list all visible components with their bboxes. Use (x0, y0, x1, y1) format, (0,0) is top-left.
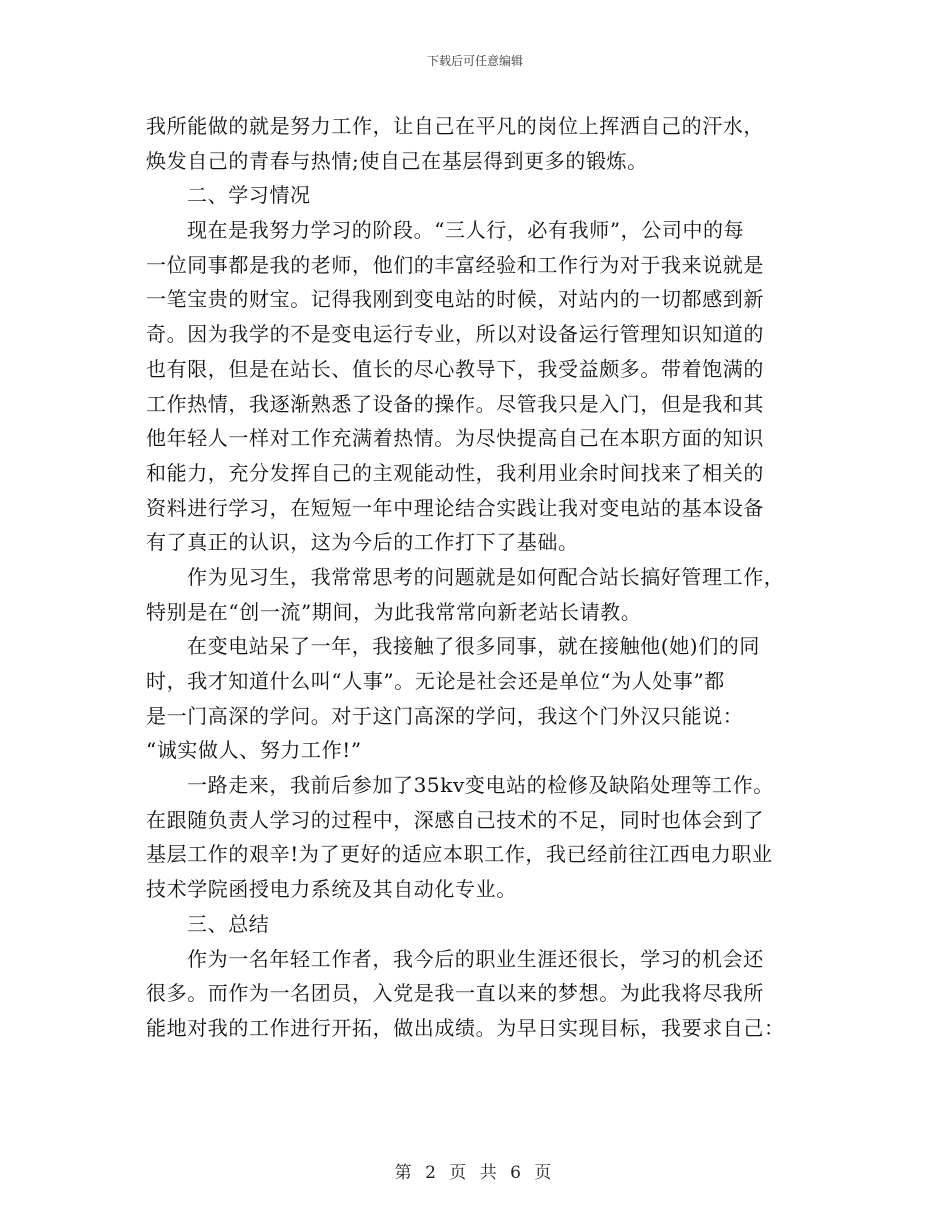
page-number-footer: 第 2 页 共 6 页 (394, 1163, 556, 1183)
text-line-19: “诚实做人、努力工作!” (146, 738, 362, 763)
page-header: 下载后可任意编辑 (426, 54, 523, 68)
document-body (146, 109, 806, 1046)
text-line-2: 焕发自己的青春与热情;使自己在基层得到更多的锻炼。 (146, 148, 648, 173)
text-line-10: 他年轻人一样对工作充满着热情。为尽快提高自己在本职方面的知识 (146, 426, 764, 451)
text-line-18: 是一门高深的学问。对于这门高深的学问，我这个门外汉只能说： (146, 703, 744, 728)
text-line-15: 特别是在“创一流”期间，为此我常常向新老站长请教。 (146, 599, 642, 624)
text-line-1: 我所能做的就是努力工作，让自己在平凡的岗位上挥洒自己的汗水， (146, 114, 764, 138)
text-line-25: 作为一名年轻工作者，我今后的职业生涯还很长，学习的机会还 (187, 946, 764, 971)
text-line-14: 作为见习生，我常常思考的问题就是如何配合站长搞好管理工作， (187, 564, 785, 589)
text-line-26: 很多。而作为一名团员，入党是我一直以来的梦想。为此我将尽我所 (146, 981, 764, 1006)
text-line-21: 在跟随负责人学习的过程中，深感自己技术的不足，同时也体会到了 (146, 807, 764, 832)
text-line-5: 一位同事都是我的老师，他们的丰富经验和工作行为对于我来说就是 (146, 252, 764, 277)
text-line-11: 和能力，充分发挥自己的主观能动性，我利用业余时间找来了相关的 (146, 460, 764, 485)
text-line-13: 有了真正的认识，这为今后的工作打下了基础。 (146, 530, 579, 555)
text-line-20: 一路走来，我前后参加了35kv变电站的检修及缺陷处理等工作。 (187, 773, 774, 798)
text-line-9: 工作热情，我逐渐熟悉了设备的操作。尽管我只是入门，但是我和其 (146, 391, 764, 416)
text-line-12: 资料进行学习，在短短一年中理论结合实践让我对变电站的基本设备 (146, 495, 764, 520)
section-heading-study: 二、学习情况 (187, 183, 311, 208)
text-line-8: 也有限，但是在站长、值长的尽心教导下，我受益颇多。带着饱满的 (146, 356, 764, 381)
text-line-16: 在变电站呆了一年，我接触了很多同事，就在接触他(她)们的同 (187, 634, 761, 659)
text-line-4: 现在是我努力学习的阶段。“三人行，必有我师”，公司中的每 (187, 218, 745, 243)
section-heading-summary: 三、总结 (187, 911, 270, 936)
text-line-27: 能地对我的工作进行开拓，做出成绩。为早日实现目标，我要求自己： (146, 1015, 785, 1040)
text-line-22: 基层工作的艰辛!为了更好的适应本职工作，我已经前往江西电力职业 (146, 842, 773, 867)
text-line-7: 奇。因为我学的不是变电运行专业，所以对设备运行管理知识知道的 (146, 322, 764, 347)
text-line-6: 一笔宝贵的财宝。记得我刚到变电站的时候，对站内的一切都感到新 (146, 287, 764, 312)
text-line-23: 技术学院函授电力系统及其自动化专业。 (146, 877, 517, 902)
text-line-17: 时，我才知道什么叫“人事”。无论是社会还是单位“为人处事”都 (146, 669, 725, 693)
